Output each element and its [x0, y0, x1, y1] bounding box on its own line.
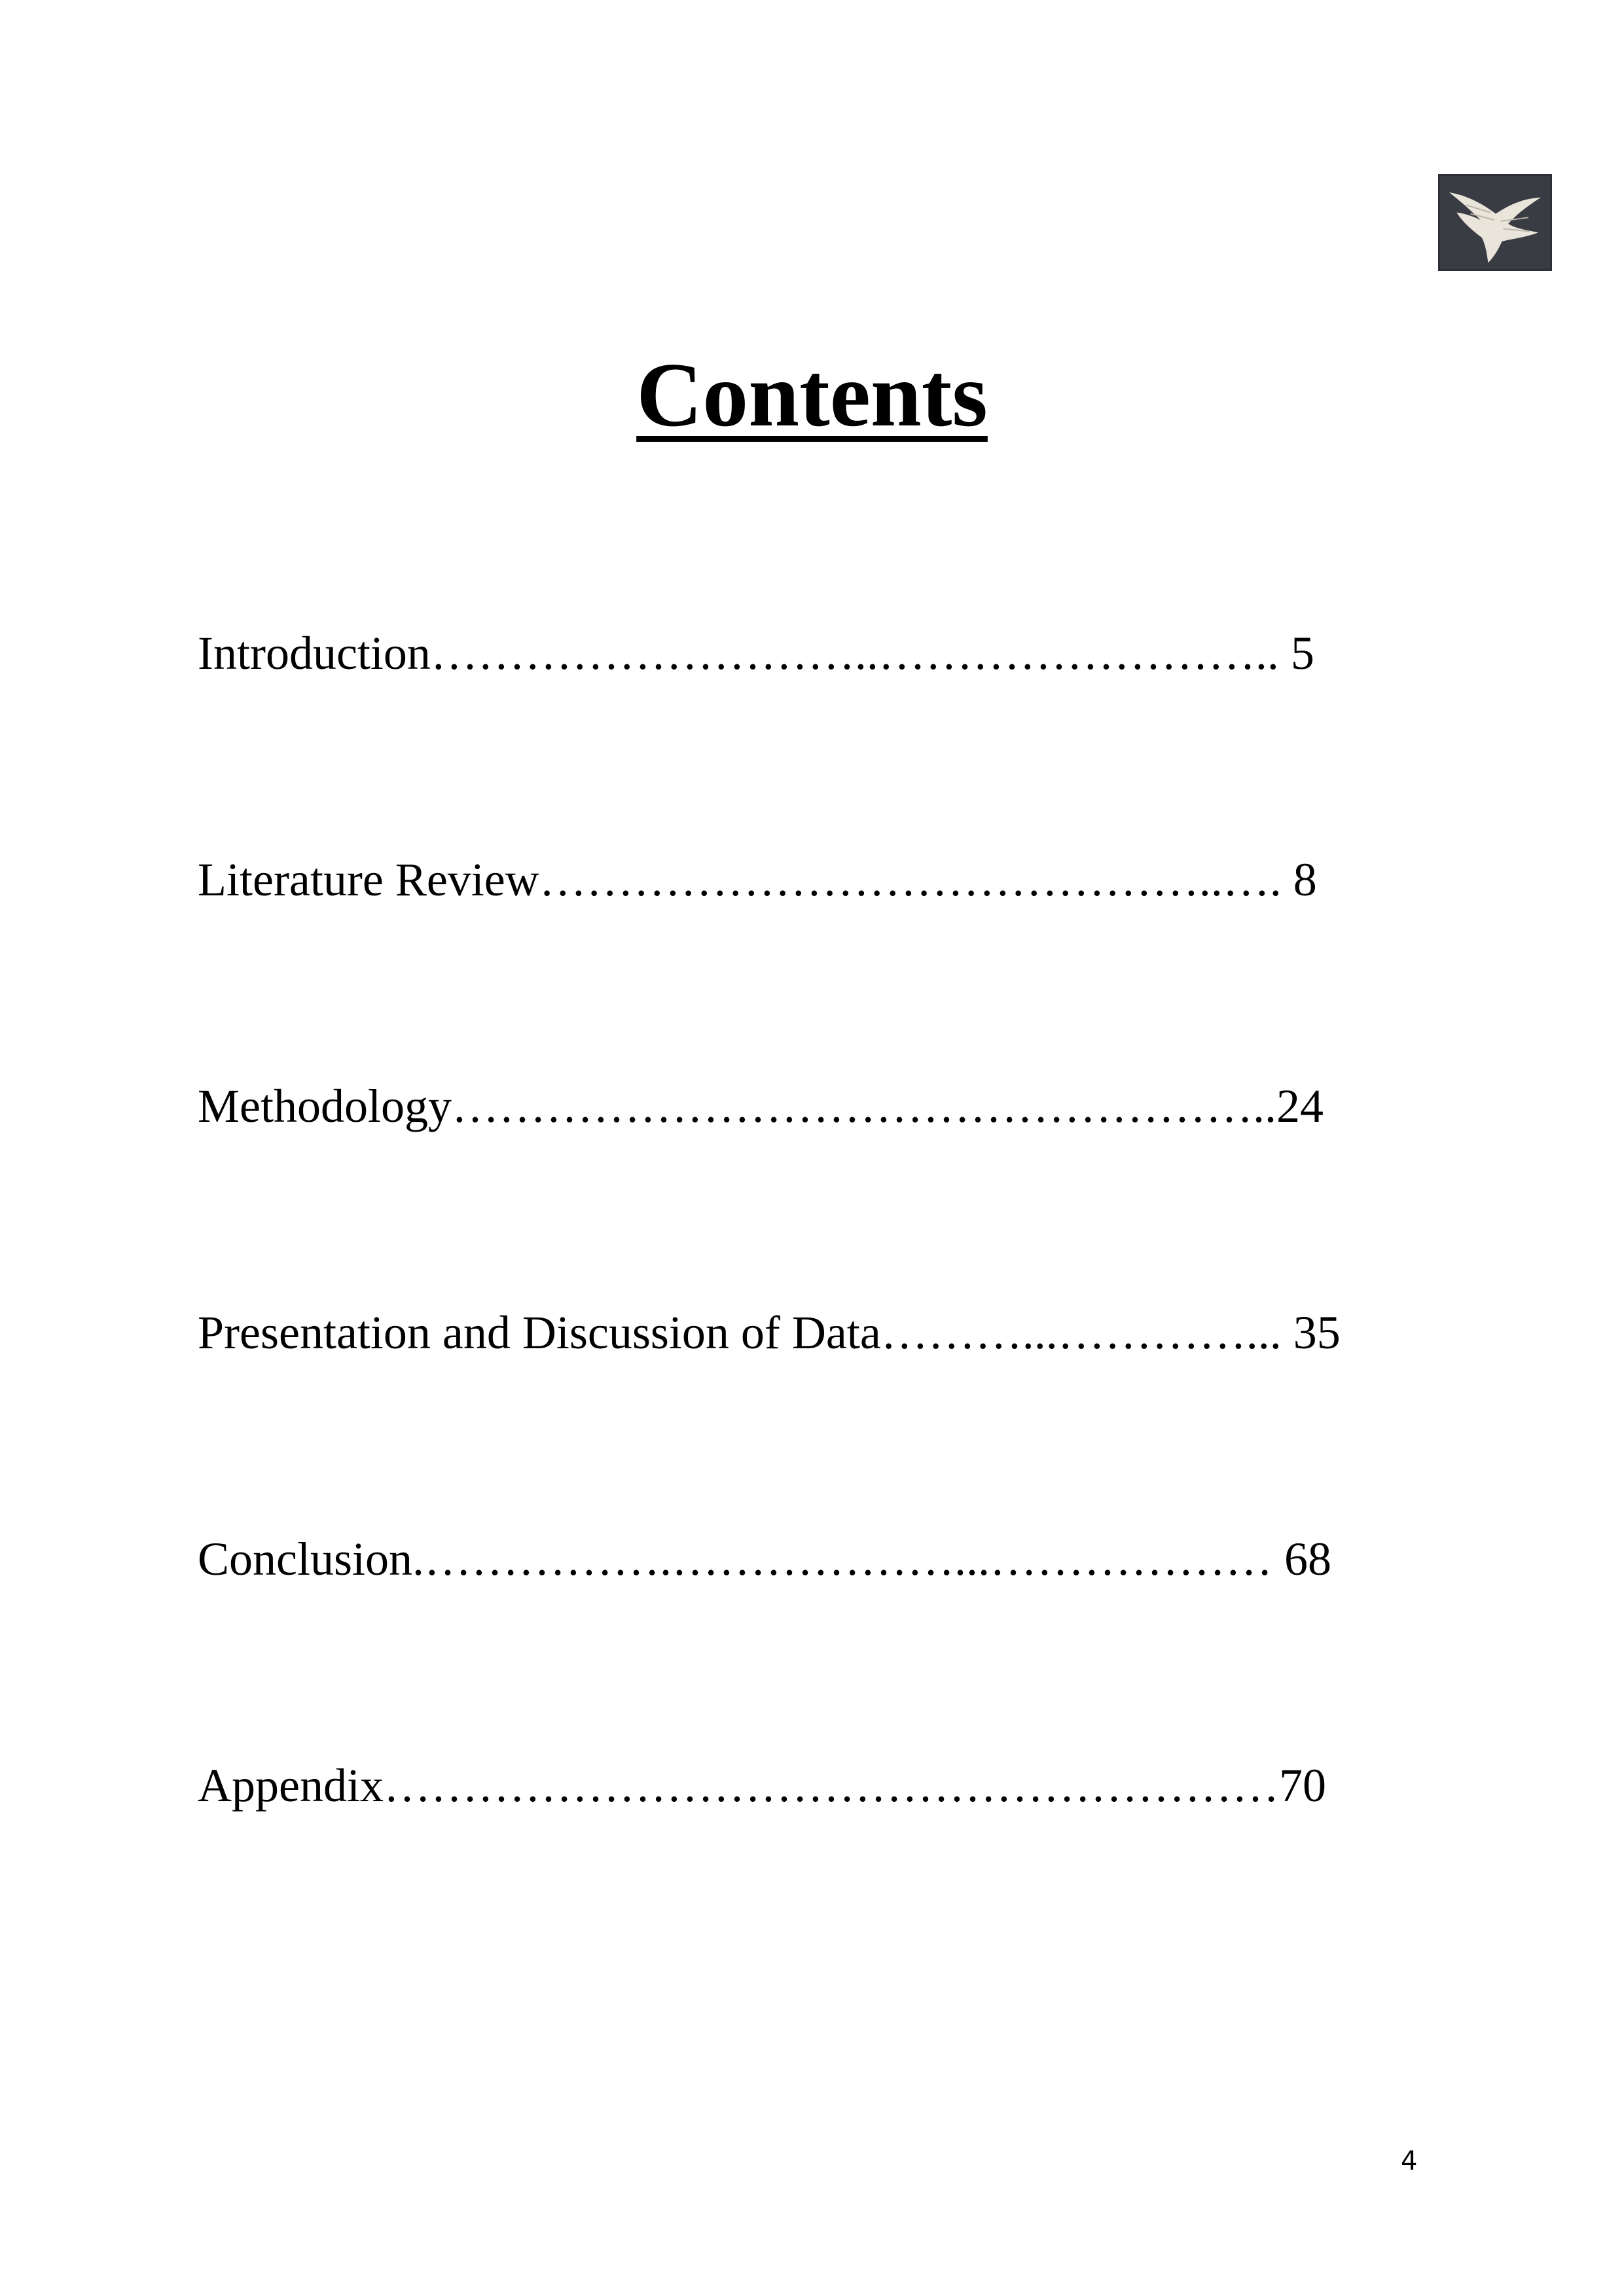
toc-entry-methodology[interactable]: Methodology……………………………………………..24	[198, 1080, 1324, 1132]
page-title	[0, 340, 1624, 450]
bird-logo	[1438, 174, 1552, 271]
page-number: 4	[1401, 2146, 1418, 2176]
toc-entry-conclusion[interactable]: Conclusion.…………….………………...……………… 68	[198, 1533, 1332, 1585]
toc-entry-presentation[interactable]: Presentation and Discussion of Data………...…………... 35	[198, 1306, 1341, 1359]
page-title-text: Contents	[636, 344, 988, 446]
toc-entry-introduction[interactable]: Introduction………………………..…………………….. 5	[198, 627, 1314, 679]
toc-entry-appendix[interactable]: Appendix…………………………………………………70	[198, 1759, 1326, 1812]
bird-icon	[1440, 176, 1550, 269]
toc-entry-literature-review[interactable]: Literature Review……………………………………..…. 8	[198, 853, 1317, 906]
